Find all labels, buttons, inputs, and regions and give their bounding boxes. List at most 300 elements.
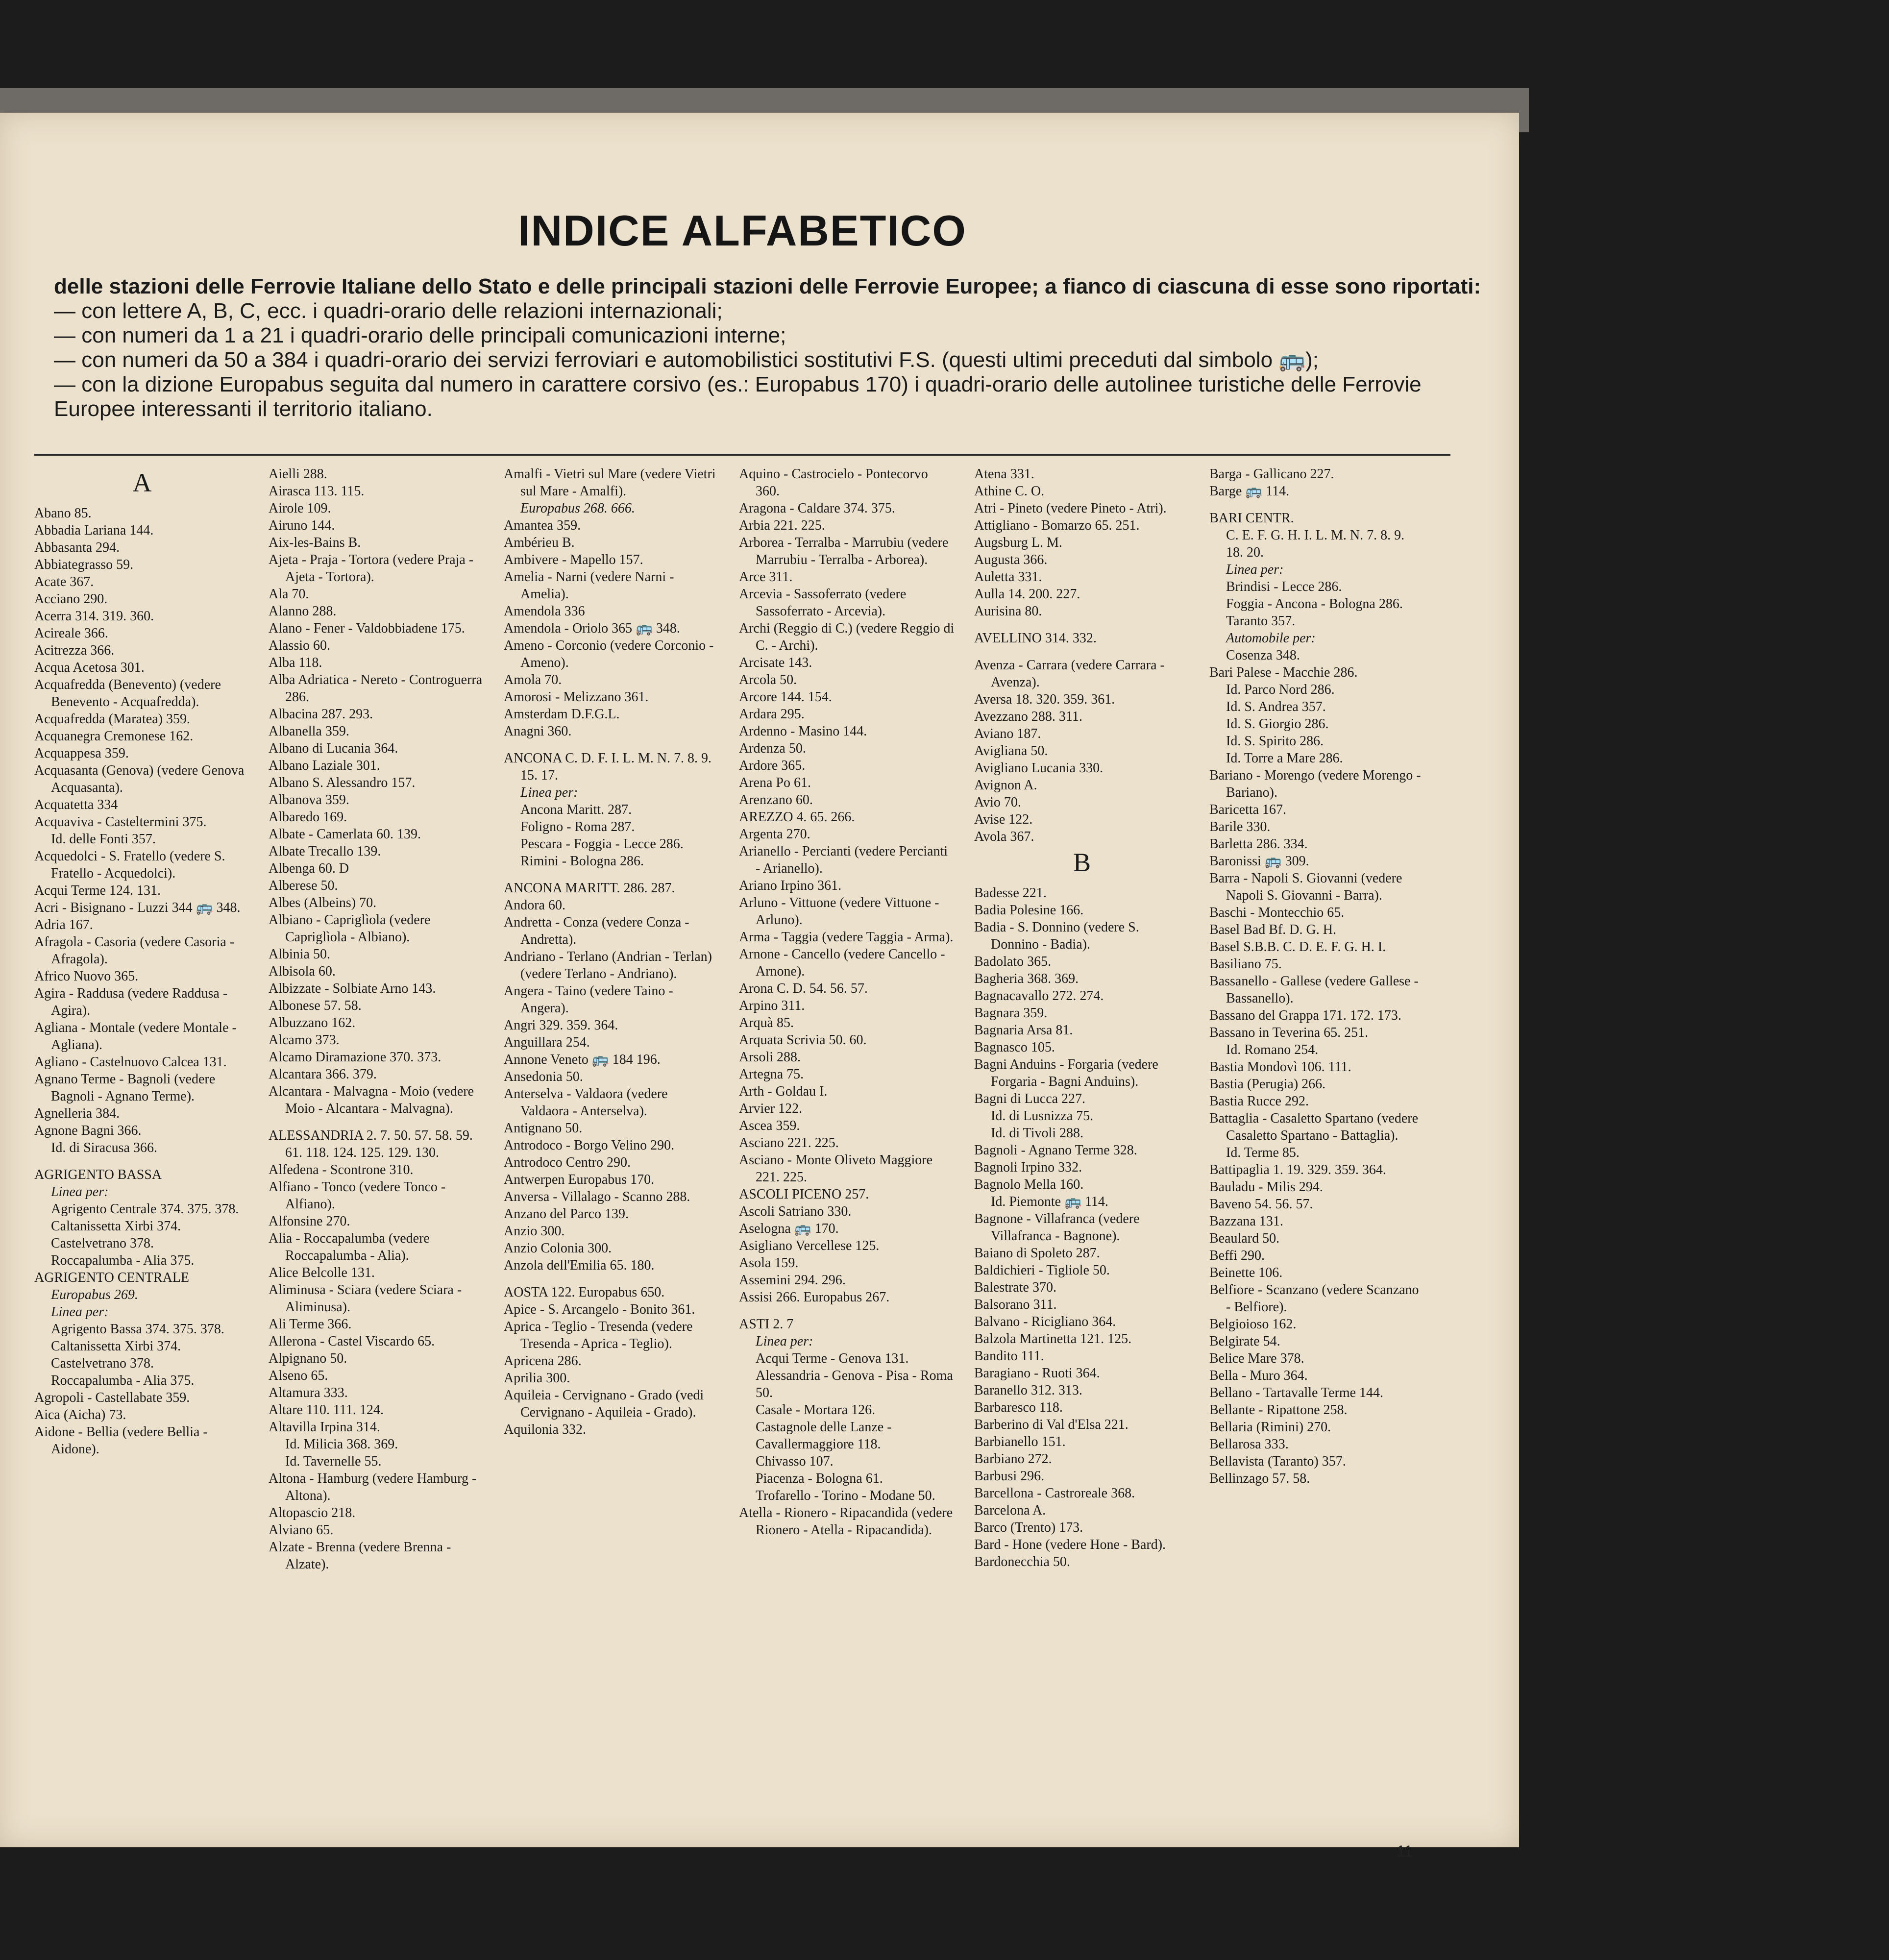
index-entry: Bagnaria Arsa 81. (974, 1023, 1073, 1038)
spacer (269, 1117, 484, 1127)
index-entry: Agliano - Castelnuovo Calcea 131. (34, 1054, 227, 1070)
index-entry: Alessandria - Genova - Pisa - Roma 50. (756, 1368, 953, 1400)
index-entry: Piacenza - Bologna 61. (756, 1471, 883, 1486)
index-entry: Antrodoco - Borgo Velino 290. (504, 1138, 675, 1153)
index-entry: Africo Nuovo 365. (34, 969, 139, 984)
index-entry: Aprica - Teglio - Tresenda (vedere Tresenda - Aprica - Teglio). (504, 1319, 693, 1351)
index-entry: Agrigento Bassa 374. 375. 378. (51, 1322, 224, 1337)
index-entry: Bellarosa 333. (1209, 1437, 1289, 1452)
index-entry: Alberese 50. (269, 878, 338, 893)
index-entry: Castelvetrano 378. (51, 1236, 154, 1251)
intro-text (54, 274, 1481, 421)
index-entry: Albiano - Capriglìola (vedere Capriglìola - Albiano). (269, 912, 431, 945)
index-entry: Andriano - Terlano (Andrian - Terlan) (vedere Terlano - Andriano). (504, 949, 712, 981)
index-entry: Andora 60. (504, 898, 565, 913)
index-entry: Altare 110. 111. 124. (269, 1402, 384, 1418)
index-entry: Aurisina 80. (974, 604, 1042, 619)
index-entry: Ala 70. (269, 587, 309, 602)
index-entry: Albinia 50. (269, 947, 330, 962)
index-entry: Basel Bad Bf. D. G. H. (1209, 922, 1336, 937)
index-entry: Alfiano - Tonco (vedere Tonco - Alfiano). (269, 1179, 446, 1212)
index-entry: Altavilla Irpina 314. (269, 1420, 380, 1435)
spacer (974, 620, 1190, 630)
index-entry: Acciano 290. (34, 591, 108, 607)
index-entry: Aielli 288. (269, 466, 327, 482)
index-entry: Amelia - Narni (vedere Narni - Amelia). (504, 569, 674, 602)
index-entry: Alanno 288. (269, 604, 337, 619)
spacer (504, 870, 719, 880)
index-entry: Acquanegra Cremonese 162. (34, 729, 194, 744)
index-entry: Bagnoli - Agnano Terme 328. (974, 1143, 1137, 1158)
index-entry: Foligno - Roma 287. (520, 819, 635, 834)
index-entry: Castelvetrano 378. (51, 1356, 154, 1371)
index-entry: Taranto 357. (1226, 613, 1296, 629)
section-letter: B (1073, 848, 1091, 877)
index-entry: Id. Romano 254. (1226, 1042, 1319, 1057)
index-entry: Barbianello 151. (974, 1434, 1066, 1449)
index-entry: Bagni di Lucca 227. (974, 1091, 1086, 1106)
index-entry: Barga - Gallicano 227. (1209, 466, 1334, 482)
index-entry: Ali Terme 366. (269, 1317, 352, 1332)
index-entry: Bassanello - Gallese (vedere Gallese - Bassanello). (1209, 974, 1419, 1006)
index-entry: Antignano 50. (504, 1121, 583, 1136)
index-entry: Barile 330. (1209, 819, 1271, 834)
index-entry: Arianello - Percianti (vedere Percianti - Arianello). (739, 844, 948, 876)
index-entry: Chivasso 107. (756, 1454, 834, 1469)
index-entry: Id. delle Fonti 357. (51, 832, 156, 847)
index-entry: Apricena 286. (504, 1353, 582, 1369)
index-entry: Belgirate 54. (1209, 1334, 1280, 1349)
index-entry: Bazzana 131. (1209, 1214, 1283, 1229)
index-entry: Linea per: (756, 1334, 813, 1349)
index-entry: Abbadia Lariana 144. (34, 523, 154, 538)
index-entry: Anversa - Villalago - Scanno 288. (504, 1189, 690, 1204)
spacer (974, 647, 1190, 657)
index-entry: Albano di Lucania 364. (269, 741, 398, 756)
index-entry: ASTI 2. 7 (739, 1317, 794, 1332)
index-entry: Belice Mare 378. (1209, 1351, 1304, 1366)
index-entry: Agnelleria 384. (34, 1106, 120, 1121)
index-entry: Amendola - Oriolo 365 🚌 348. (504, 621, 680, 636)
index-entry: Antwerpen Europabus 170. (504, 1172, 655, 1187)
index-entry: Altamura 333. (269, 1385, 348, 1400)
index-entry: Id. Milicia 368. 369. (285, 1437, 398, 1452)
index-entry: Beffi 290. (1209, 1248, 1265, 1263)
index-entry: Assisi 266. Europabus 267. (739, 1290, 890, 1305)
index-entry: Anzio Colonia 300. (504, 1241, 612, 1256)
index-entry: Albenga 60. D (269, 861, 349, 876)
index-entry: Albizzate - Solbiate Arno 143. (269, 981, 436, 996)
index-column-2 (269, 466, 484, 1857)
index-entry: Amsterdam D.F.G.L. (504, 707, 620, 722)
index-entry: Beaulard 50. (1209, 1231, 1280, 1246)
index-entry: Aliminusa - Sciara (vedere Sciara - Aliminusa). (269, 1282, 462, 1315)
index-entry: Belgioioso 162. (1209, 1317, 1297, 1332)
index-entry: ALESSANDRIA 2. 7. 50. 57. 58. 59. 61. 118. 124. 125. 129. 130. (269, 1128, 473, 1160)
index-entry: Roccapalumba - Alia 375. (51, 1373, 195, 1388)
index-entry: Acquafredda (Benevento) (vedere Benevento - Acquafredda). (34, 677, 221, 710)
index-entry: Id. Tavernelle 55. (285, 1454, 382, 1469)
index-entry: Amantea 359. (504, 518, 581, 533)
index-entry: Angri 329. 359. 364. (504, 1018, 618, 1033)
index-entry: Anagni 360. (504, 724, 572, 739)
index-entry: Basel S.B.B. C. D. E. F. G. H. I. (1209, 939, 1386, 955)
index-entry: Alba 118. (269, 655, 322, 670)
index-entry: Badia - S. Donnino (vedere S. Donnino - Badia). (974, 920, 1139, 952)
index-entry: AGRIGENTO CENTRALE (34, 1270, 190, 1285)
index-entry: Artegna 75. (739, 1067, 804, 1082)
index-entry: Ambivere - Mapello 157. (504, 552, 643, 567)
index-entry: Arbia 221. 225. (739, 518, 825, 533)
spacer (34, 1156, 250, 1166)
index-entry: Barcelona A. (974, 1503, 1046, 1518)
index-entry: Id. Torre a Mare 286. (1226, 751, 1343, 766)
intro-line-4: — con la dizione Europabus seguita dal numero in carattere corsivo (es.: Europabus 170) i quadri-orario delle autolinee turistiche delle Ferrovie Europee interessanti il territorio italiano. (54, 372, 1422, 421)
index-entry: AGRIGENTO BASSA (34, 1167, 162, 1182)
index-entry: Amorosi - Melizzano 361. (504, 689, 649, 705)
index-entry: Aragona - Caldare 374. 375. (739, 501, 895, 516)
index-entry: Brindisi - Lecce 286. (1226, 579, 1342, 594)
index-entry: Agira - Raddusa (vedere Raddusa - Agira). (34, 986, 228, 1018)
index-entry: Ansedonia 50. (504, 1069, 583, 1084)
index-entry: Alassio 60. (269, 638, 330, 653)
index-entry: Bastia Rucce 292. (1209, 1094, 1309, 1109)
index-entry: Andretta - Conza (vedere Conza - Andretta). (504, 915, 689, 947)
index-entry: Albisola 60. (269, 964, 336, 979)
index-entry: Avio 70. (974, 795, 1021, 810)
index-entry: Ariano Irpino 361. (739, 878, 842, 893)
index-entry: Castagnole delle Lanze - Cavallermaggiore 118. (756, 1420, 892, 1452)
index-entry: Baveno 54. 56. 57. (1209, 1197, 1313, 1212)
index-entry: Alcamo Diramazione 370. 373. (269, 1050, 442, 1065)
index-entry: Archi (Reggio di C.) (vedere Reggio di C. - Archi). (739, 621, 955, 653)
index-entry: AREZZO 4. 65. 266. (739, 809, 855, 825)
index-column-4 (739, 466, 955, 1857)
index-entry: Battipaglia 1. 19. 329. 359. 364. (1209, 1162, 1386, 1177)
index-entry: Id. di Tivoli 288. (991, 1126, 1084, 1141)
index-entry: Badesse 221. (974, 885, 1047, 901)
index-entry: Allerona - Castel Viscardo 65. (269, 1334, 435, 1349)
index-entry: Baldichieri - Tigliole 50. (974, 1263, 1110, 1278)
index-entry: Aselogna 🚌 170. (739, 1221, 839, 1236)
index-entry: Arce 311. (739, 569, 793, 585)
index-entry: AOSTA 122. Europabus 650. (504, 1285, 665, 1300)
index-entry: Anzano del Parco 139. (504, 1206, 629, 1222)
index-entry: Bauladu - Milis 294. (1209, 1179, 1323, 1195)
index-entry: Bagheria 368. 369. (974, 971, 1079, 986)
index-entry: Avola 367. (974, 829, 1034, 844)
index-entry: ANCONA MARITT. 286. 287. (504, 881, 675, 896)
index-entry: Augusta 366. (974, 552, 1048, 567)
index-entry: Arcisate 143. (739, 655, 812, 670)
index-entry: Bariano - Morengo (vedere Morengo - Bariano). (1209, 768, 1421, 800)
index-entry: Abano 85. (34, 506, 92, 521)
index-entry: Atri - Pineto (vedere Pineto - Atri). (974, 501, 1167, 516)
index-entry: Albaredo 169. (269, 809, 347, 825)
index-entry: Arena Po 61. (739, 775, 811, 790)
index-entry: Arenzano 60. (739, 792, 813, 808)
index-entry: Alfonsine 270. (269, 1214, 350, 1229)
index-entry: ASCOLI PICENO 257. (739, 1187, 869, 1202)
index-entry: Bastia Mondovì 106. 111. (1209, 1059, 1351, 1075)
index-entry: Id. Parco Nord 286. (1226, 682, 1335, 697)
index-entry: Baricetta 167. (1209, 802, 1287, 817)
section-letter: A (132, 468, 152, 497)
index-entry: Aquilonia 332. (504, 1422, 586, 1437)
index-column-5 (974, 466, 1190, 1857)
index-entry: Aix-les-Bains B. (269, 535, 361, 550)
index-entry: Altona - Hamburg (vedere Hamburg - Altona). (269, 1471, 477, 1503)
index-entry: Barbusi 296. (974, 1469, 1045, 1484)
index-entry: Acquasanta (Genova) (vedere Genova Acquasanta). (34, 763, 245, 795)
index-entry: Bagnolo Mella 160. (974, 1177, 1084, 1192)
index-entry: Arcola 50. (739, 672, 797, 687)
index-entry: Acquatetta 334 (34, 797, 118, 812)
index-entry: Linea per: (51, 1304, 109, 1320)
index-entry: AVELLINO 314. 332. (974, 631, 1097, 646)
index-entry: Bagnoli Irpino 332. (974, 1160, 1082, 1175)
index-entry: Avezzano 288. 311. (974, 709, 1082, 724)
index-entry: Altopascio 218. (269, 1505, 356, 1520)
index-entry: Antrodoco Centro 290. (504, 1155, 631, 1170)
index-entry: Caltanissetta Xirbi 374. (51, 1219, 181, 1234)
index-entry: Alcantara 366. 379. (269, 1067, 377, 1082)
index-entry: Adria 167. (34, 917, 93, 932)
index-entry: ANCONA C. D. F. I. L. M. N. 7. 8. 9. 15. 17. (504, 751, 712, 783)
index-entry: Ascoli Satriano 330. (739, 1204, 852, 1219)
index-entry: Balsorano 311. (974, 1297, 1057, 1312)
index-entry: Asola 159. (739, 1255, 799, 1271)
index-entry: Albanella 359. (269, 724, 349, 739)
index-entry: Abbiategrasso 59. (34, 557, 134, 572)
index-entry: Id. di Siracusa 366. (51, 1140, 157, 1155)
index-entry: Barbiano 272. (974, 1451, 1052, 1467)
index-entry: Ardore 365. (739, 758, 806, 773)
index-entry: Agropoli - Castellabate 359. (34, 1390, 190, 1405)
index-entry: Baranello 312. 313. (974, 1383, 1082, 1398)
spacer (504, 740, 719, 750)
index-page (0, 113, 1519, 1860)
index-entry: BARI CENTR. (1209, 511, 1294, 526)
index-entry: Alba Adriatica - Nereto - Controguerra 286. (269, 672, 483, 705)
index-entry: Ascea 359. (739, 1118, 800, 1133)
index-entry: Aulla 14. 200. 227. (974, 587, 1080, 602)
index-entry: Bellaria (Rimini) 270. (1209, 1420, 1331, 1435)
index-entry: Aidone - Bellia (vedere Bellia - Aidone). (34, 1424, 208, 1457)
index-entry: Bella - Muro 364. (1209, 1368, 1308, 1383)
index-entry: Aquileia - Cervignano - Grado (vedi Cervignano - Aquileia - Grado). (504, 1388, 704, 1420)
index-entry: Amendola 336 (504, 604, 585, 619)
index-entry: Foggia - Ancona - Bologna 286. (1226, 596, 1403, 612)
index-entry: Albate Trecallo 139. (269, 844, 381, 859)
index-entry: Agrigento Centrale 374. 375. 378. (51, 1201, 239, 1217)
index-entry: Balvano - Ricigliano 364. (974, 1314, 1116, 1329)
index-entry: Albuzzano 162. (269, 1015, 356, 1030)
index-entry: Acri - Bisignano - Luzzi 344 🚌 348. (34, 900, 241, 915)
index-entry: Alseno 65. (269, 1368, 328, 1383)
index-entry: Arona C. D. 54. 56. 57. (739, 981, 868, 996)
index-entry: Barge 🚌 114. (1209, 484, 1290, 499)
index-entry: Id. S. Giorgio 286. (1226, 716, 1329, 732)
index-entry: Alzate - Brenna (vedere Brenna - Alzate). (269, 1540, 451, 1572)
page-title: INDICE ALFABETICO (518, 206, 967, 255)
index-entry: Bardonecchia 50. (974, 1554, 1070, 1569)
index-entry: Acquafredda (Maratea) 359. (34, 711, 190, 727)
index-entry: Id. S. Andrea 357. (1226, 699, 1326, 714)
index-entry: Anguillara 254. (504, 1035, 590, 1050)
index-entry: Barberino di Val d'Elsa 221. (974, 1417, 1128, 1432)
index-entry: Annone Veneto 🚌 184 196. (504, 1052, 661, 1067)
page-number: 11 (1397, 1842, 1413, 1860)
index-entry: Europabus 269. (51, 1287, 138, 1302)
index-entry: Assemini 294. 296. (739, 1273, 846, 1288)
index-entry: Avenza - Carrara (vedere Carrara - Avenza). (974, 658, 1165, 690)
spacer (1209, 500, 1425, 510)
index-entry: Arth - Goldau I. (739, 1084, 828, 1099)
index-entry: Aica (Aicha) 73. (34, 1407, 126, 1422)
index-entry: Apice - S. Arcangelo - Bonito 361. (504, 1302, 695, 1317)
index-entry: Arquà 85. (739, 1015, 794, 1030)
index-entry: Acate 367. (34, 574, 94, 589)
index-entry: Ardenza 50. (739, 741, 806, 756)
index-entry: Pescara - Foggia - Lecce 286. (520, 836, 684, 852)
index-entry: Albacina 287. 293. (269, 707, 373, 722)
index-entry: Alcamo 373. (269, 1032, 340, 1048)
index-entry: Alice Belcolle 131. (269, 1265, 375, 1280)
index-entry: Europabus 268. 666. (520, 501, 635, 516)
index-entry: Aquino - Castrocielo - Pontecorvo 360. (739, 466, 928, 499)
index-entry: Arcore 144. 154. (739, 689, 832, 705)
index-entry: Badia Polesine 166. (974, 903, 1084, 918)
index-entry: Agnano Terme - Bagnoli (vedere Bagnoli - Agnano Terme). (34, 1072, 216, 1104)
index-entry: Acerra 314. 319. 360. (34, 609, 154, 624)
intro-lead: delle stazioni delle Ferrovie Italiane dello Stato e delle principali stazioni delle Ferrovie Europee; a fianco di ciascuna di esse sono riportati: (54, 274, 1481, 298)
index-entry: Airasca 113. 115. (269, 484, 365, 499)
index-entry: Avignon A. (974, 778, 1037, 793)
index-entry: Automobile per: (1226, 631, 1316, 646)
index-entry: Aviano 187. (974, 726, 1041, 741)
index-entry: Albano Laziale 301. (269, 758, 380, 773)
index-entry: Id. S. Spirito 286. (1226, 734, 1324, 749)
index-entry: Ajeta - Praja - Tortora (vedere Praja - Ajeta - Tortora). (269, 552, 474, 585)
index-entry: Albate - Camerlata 60. 139. (269, 827, 421, 842)
index-entry: Bari Palese - Macchie 286. (1209, 665, 1358, 680)
intro-line-1: — con lettere A, B, C, ecc. i quadri-orario delle relazioni internazionali; (54, 299, 723, 323)
index-entry: Alia - Roccapalumba (vedere Roccapalumba - Alia). (269, 1231, 430, 1263)
index-entry: Bellano - Tartavalle Terme 144. (1209, 1385, 1384, 1400)
index-entry: Atella - Rionero - Ripacandida (vedere Rionero - Atella - Ripacandida). (739, 1505, 953, 1538)
index-entry: Casale - Mortara 126. (756, 1402, 876, 1418)
index-entry: Airole 109. (269, 501, 331, 516)
index-entry: Barcellona - Castroreale 368. (974, 1486, 1135, 1501)
index-entry: Afragola - Casoria (vedere Casoria - Afragola). (34, 934, 235, 967)
index-entry: Caltanissetta Xirbi 374. (51, 1339, 181, 1354)
index-entry: Acireale 366. (34, 626, 108, 641)
index-entry: Arma - Taggia (vedere Taggia - Arma). (739, 930, 954, 945)
index-entry: Asciano 221. 225. (739, 1135, 839, 1151)
index-entry: Bandito 111. (974, 1348, 1044, 1364)
index-entry: Ameno - Corconio (vedere Corconio - Ameno). (504, 638, 714, 670)
index-entry: Ardara 295. (739, 707, 805, 722)
index-entry: Alfedena - Scontrone 310. (269, 1162, 414, 1177)
index-entry: Belfiore - Scanzano (vedere Scanzano - Belfiore). (1209, 1282, 1419, 1315)
index-column-3 (504, 466, 719, 1857)
index-entry: Baragiano - Ruoti 364. (974, 1366, 1100, 1381)
index-entry: Barletta 286. 334. (1209, 836, 1308, 852)
index-entry: Acquedolci - S. Fratello (vedere S. Fratello - Acquedolci). (34, 849, 225, 881)
index-entry: Bassano del Grappa 171. 172. 173. (1209, 1008, 1401, 1023)
index-entry: Agnone Bagni 366. (34, 1123, 142, 1138)
index-entry: Bassano in Teverina 65. 251. (1209, 1025, 1369, 1040)
index-entry: Bellante - Ripattone 258. (1209, 1402, 1348, 1418)
index-entry: Auletta 331. (974, 569, 1042, 585)
index-entry: Acquaviva - Casteltermini 375. (34, 814, 207, 830)
header-rule (34, 454, 1450, 456)
index-entry: Barra - Napoli S. Giovanni (vedere Napoli S. Giovanni - Barra). (1209, 871, 1402, 903)
index-entry: Angera - Taino (vedere Taino - Angera). (504, 983, 673, 1016)
index-entry: Basiliano 75. (1209, 956, 1282, 972)
spacer (739, 1306, 955, 1316)
index-entry: Arpino 311. (739, 998, 805, 1013)
index-entry: Ambérieu B. (504, 535, 575, 550)
index-entry: Arnone - Cancello (vedere Cancello - Arnone). (739, 947, 945, 979)
index-entry: Arluno - Vittuone (vedere Vittuone - Arluno). (739, 895, 939, 928)
index-entry: Linea per: (51, 1184, 109, 1200)
index-entry: Bagnone - Villafranca (vedere Villafranca - Bagnone). (974, 1211, 1140, 1244)
index-entry: Arsoli 288. (739, 1050, 801, 1065)
intro-line-3: — con numeri da 50 a 384 i quadri-orario dei servizi ferroviari e automobilistici sostitutivi F.S. (questi ultimi preceduti dal simbolo 🚌); (54, 348, 1319, 372)
index-entry: Asciano - Monte Oliveto Maggiore 221. 225. (739, 1152, 933, 1185)
index-entry: Aprilia 300. (504, 1371, 570, 1386)
intro-line-2: — con numeri da 1 a 21 i quadri-orario delle principali comunicazioni interne; (54, 323, 786, 347)
index-entry: Amola 70. (504, 672, 562, 687)
index-entry: Balzola Martinetta 121. 125. (974, 1331, 1132, 1347)
index-entry: Anterselva - Valdaora (vedere Valdaora - Anterselva). (504, 1086, 668, 1119)
index-entry: Baronissi 🚌 309. (1209, 854, 1309, 869)
index-column-1 (34, 466, 250, 1857)
index-entry: Bellavista (Taranto) 357. (1209, 1454, 1346, 1469)
index-entry: Roccapalumba - Alia 375. (51, 1253, 195, 1268)
index-entry: Ancona Maritt. 287. (520, 802, 632, 817)
index-entry: Argenta 270. (739, 827, 810, 842)
index-entry: Barbaresco 118. (974, 1400, 1063, 1415)
index-entry: Athine C. O. (974, 484, 1045, 499)
index-entry: Bagnasco 105. (974, 1040, 1055, 1055)
index-entry: Rimini - Bologna 286. (520, 854, 644, 869)
index-entry: Anzio 300. (504, 1224, 565, 1239)
index-entry: Asigliano Vercellese 125. (739, 1238, 880, 1253)
index-entry: Cosenza 348. (1226, 648, 1300, 663)
index-entry: Avigliana 50. (974, 743, 1048, 759)
index-entry: Abbasanta 294. (34, 540, 120, 555)
index-entry: Amalfi - Vietri sul Mare (vedere Vietri sul Mare - Amalfi). (504, 466, 716, 499)
index-entry: Alano - Fener - Valdobbiadene 175. (269, 621, 465, 636)
index-entry: Acqua Acetosa 301. (34, 660, 145, 675)
index-entry: Bellinzago 57. 58. (1209, 1471, 1310, 1486)
index-entry: Albonese 57. 58. (269, 998, 362, 1013)
index-entry: Balestrate 370. (974, 1280, 1056, 1295)
index-entry: Anzola dell'Emilia 65. 180. (504, 1258, 655, 1273)
index-entry: Bagni Anduins - Forgaria (vedere Forgaria - Bagni Anduins). (974, 1057, 1158, 1089)
spacer (504, 1274, 719, 1284)
index-entry: Arcevia - Sassoferrato (vedere Sassoferrato - Arcevia). (739, 587, 907, 619)
index-entry: Augsburg L. M. (974, 535, 1062, 550)
index-entry: Linea per: (1226, 562, 1284, 577)
index-entry: Acitrezza 366. (34, 643, 115, 658)
index-entry: Acquappesa 359. (34, 746, 129, 761)
index-entry: Badolato 365. (974, 954, 1052, 969)
index-entry: Alviano 65. (269, 1522, 334, 1538)
